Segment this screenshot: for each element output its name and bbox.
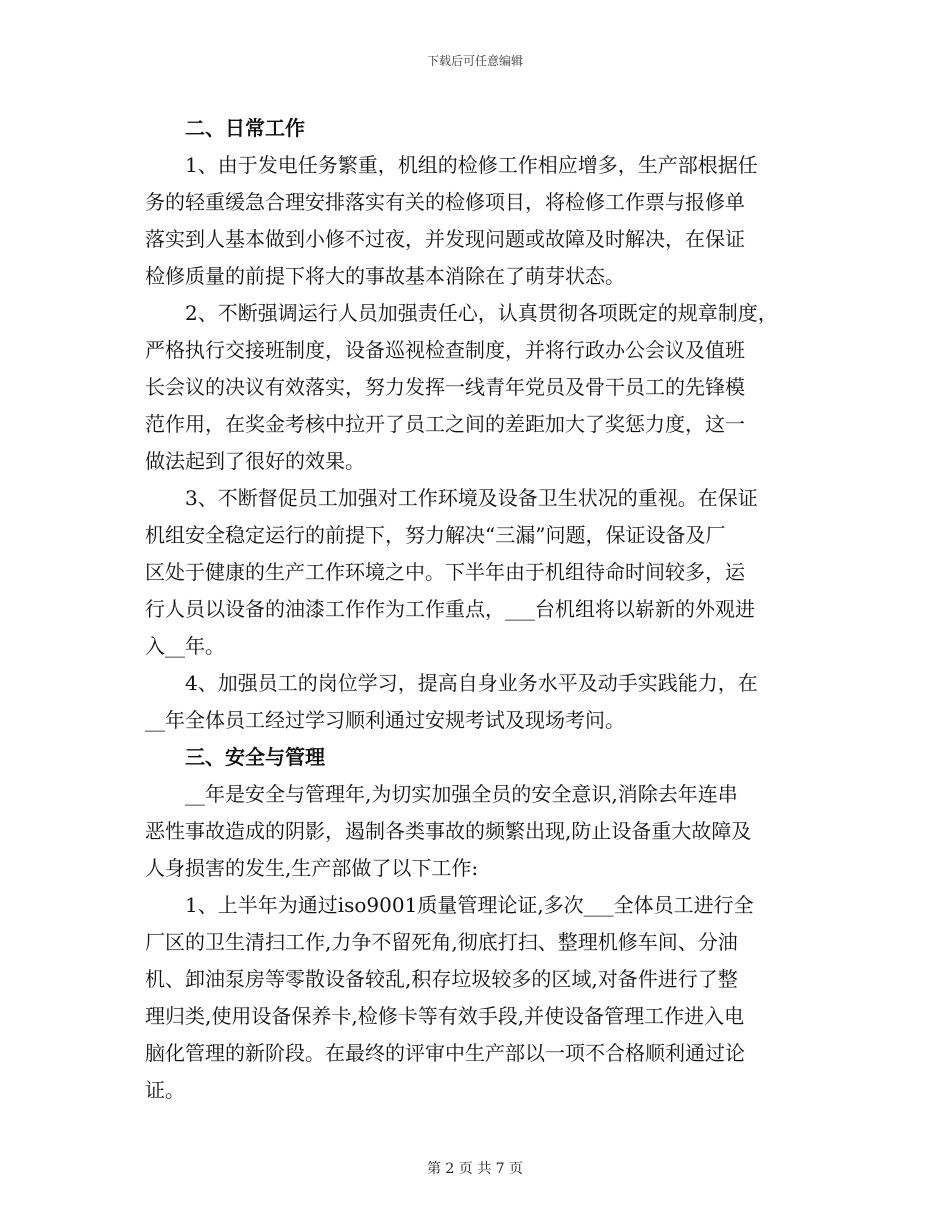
paragraph-line: __年是安全与管理年,为切实加强全员的安全意识,消除去年连串	[185, 782, 738, 806]
section-heading-safety-management: 三、安全与管理	[185, 745, 325, 769]
paragraph-line: 务的轻重缓急合理安排落实有关的检修项目，将检修工作票与报修单	[145, 190, 745, 214]
paragraph-line: 机、卸油泵房等零散设备较乱,积存垃圾较多的区域,对备件进行了整	[145, 967, 738, 991]
paragraph-line: 1、由于发电任务繁重，机组的检修工作相应增多，生产部根据任	[185, 153, 758, 177]
paragraph-line: 范作用，在奖金考核中拉开了员工之间的差距加大了奖惩力度，这一	[145, 412, 745, 436]
paragraph-line: 长会议的决议有效落实，努力发挥一线青年党员及骨干员工的先锋模	[145, 375, 745, 399]
section-heading-daily-work: 二、日常工作	[185, 116, 305, 140]
paragraph-line: 区处于健康的生产工作环境之中。下半年由于机组待命时间较多，运	[145, 560, 745, 584]
document-body	[145, 110, 805, 1109]
paragraph-line: 机组安全稳定运行的前提下，努力解决“三漏”问题，保证设备及厂	[145, 523, 726, 547]
paragraph-line: 2、不断强调运行人员加强责任心，认真贯彻各项既定的规章制度，	[185, 301, 778, 325]
paragraph-line: 4、加强员工的岗位学习，提高自身业务水平及动手实践能力，在	[185, 671, 758, 695]
paragraph-line: 做法起到了很好的效果。	[145, 449, 365, 473]
paragraph-line: 恶性事故造成的阴影，遏制各类事故的频繁出现,防止设备重大故障及	[145, 819, 752, 843]
paragraph-line: 证。	[145, 1078, 185, 1102]
page-header: 下载后可任意编辑	[426, 54, 523, 68]
paragraph-line: 检修质量的前提下将大的事故基本消除在了萌芽状态。	[145, 264, 625, 288]
paragraph-line: 严格执行交接班制度，设备巡视检查制度，并将行政办公会议及值班	[145, 338, 745, 362]
paragraph-line: 1、上半年为通过iso9001质量管理论证,多次___全体员工进行全	[185, 893, 754, 917]
paragraph-line: 理归类,使用设备保养卡,检修卡等有效手段,并使设备管理工作进入电	[145, 1004, 745, 1028]
paragraph-line: 脑化管理的新阶段。在最终的评审中生产部以一项不合格顺利通过论	[145, 1041, 745, 1065]
paragraph-line: 人身损害的发生,生产部做了以下工作:	[145, 856, 479, 880]
page-number: 第 2 页 共 7 页	[426, 1161, 524, 1177]
paragraph-line: 落实到人基本做到小修不过夜，并发现问题或故障及时解决，在保证	[145, 227, 745, 251]
paragraph-line: 入__年。	[145, 634, 225, 658]
paragraph-line: __年全体员工经过学习顺利通过安规考试及现场考问。	[145, 708, 625, 732]
paragraph-line: 行人员以设备的油漆工作作为工作重点，___台机组将以崭新的外观进	[145, 597, 755, 621]
paragraph-line: 厂区的卫生清扫工作,力争不留死角,彻底打扫、整理机修车间、分油	[145, 930, 738, 954]
paragraph-line: 3、不断督促员工加强对工作环境及设备卫生状况的重视。在保证	[185, 486, 758, 510]
